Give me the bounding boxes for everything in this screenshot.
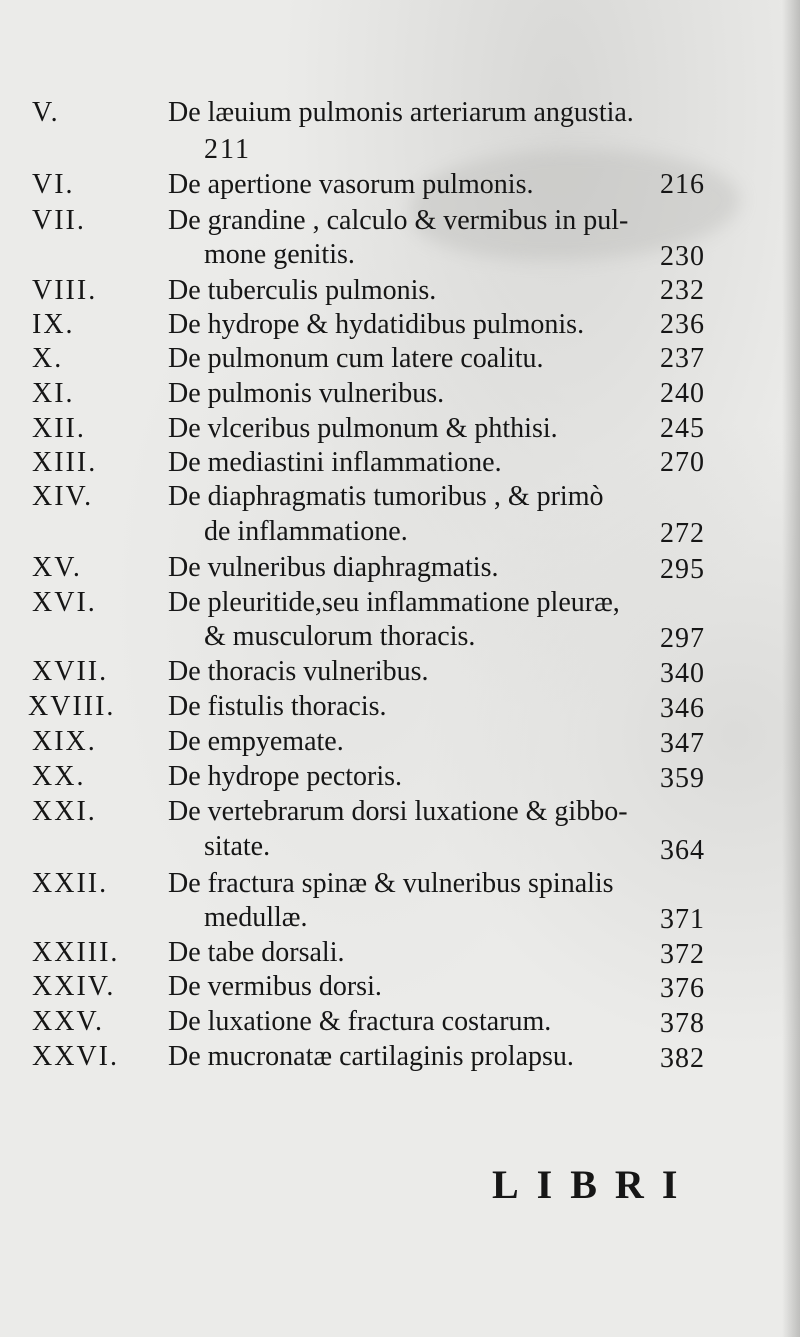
chapter-number: IX. bbox=[32, 309, 75, 340]
page-number: 232 bbox=[660, 275, 705, 306]
chapter-title: De grandine , calculo & vermibus in pul- bbox=[168, 205, 629, 236]
page-number: 297 bbox=[660, 623, 705, 654]
page-number: 240 bbox=[660, 378, 705, 409]
page-number: 347 bbox=[660, 728, 705, 759]
chapter-number: XXIV. bbox=[32, 971, 116, 1002]
chapter-number: XXI. bbox=[32, 796, 97, 827]
page-number: 378 bbox=[660, 1008, 705, 1039]
page-number: 376 bbox=[660, 973, 705, 1004]
chapter-number: XXII. bbox=[32, 868, 109, 899]
page-number: 216 bbox=[660, 169, 705, 200]
page-number: 245 bbox=[660, 413, 705, 444]
chapter-number: XIX. bbox=[32, 726, 97, 757]
page-number: 236 bbox=[660, 309, 705, 340]
chapter-number: VII. bbox=[32, 205, 86, 236]
chapter-title-continuation: medullæ. bbox=[204, 902, 308, 933]
page-number: 237 bbox=[660, 343, 705, 374]
chapter-title: De hydrope pectoris. bbox=[168, 761, 403, 792]
page-number: 371 bbox=[660, 904, 705, 935]
page-number: 295 bbox=[660, 554, 705, 585]
page-number: 340 bbox=[660, 658, 705, 689]
chapter-number: V. bbox=[32, 97, 60, 128]
chapter-number: XIV. bbox=[32, 481, 94, 512]
page-number: 272 bbox=[660, 518, 705, 549]
chapter-title: De fractura spinæ & vulneribus spinalis bbox=[168, 868, 614, 899]
chapter-title: De thoracis vulneribus. bbox=[168, 656, 429, 687]
chapter-title: De hydrope & hydatidibus pulmonis. bbox=[168, 309, 585, 340]
chapter-title-continuation: mone genitis. bbox=[204, 239, 355, 270]
page-number: 270 bbox=[660, 447, 705, 478]
chapter-title: De vermibus dorsi. bbox=[168, 971, 382, 1002]
chapter-title: De pulmonis vulneribus. bbox=[168, 378, 445, 409]
chapter-number: XVIII. bbox=[28, 691, 116, 722]
chapter-title: De mediastini inflammatione. bbox=[168, 447, 502, 478]
chapter-title: De fistulis thoracis. bbox=[168, 691, 387, 722]
chapter-title: De vertebrarum dorsi luxatione & gibbo- bbox=[168, 796, 628, 827]
chapter-number: XXIII. bbox=[32, 937, 120, 968]
chapter-number: XIII. bbox=[32, 447, 98, 478]
page-number: 364 bbox=[660, 835, 705, 866]
chapter-number: XXVI. bbox=[32, 1041, 119, 1072]
page-number: 372 bbox=[660, 939, 705, 970]
chapter-title: De pulmonum cum latere coalitu. bbox=[168, 343, 544, 374]
chapter-number: XX. bbox=[32, 761, 86, 792]
chapter-title-continuation: de inflammatione. bbox=[204, 516, 408, 547]
page-number: 382 bbox=[660, 1043, 705, 1074]
chapter-number: XVI. bbox=[32, 587, 97, 618]
chapter-number: VIII. bbox=[32, 275, 98, 306]
page-number: 359 bbox=[660, 763, 705, 794]
catchword: LIBRI bbox=[492, 1162, 696, 1207]
chapter-number: XVII. bbox=[32, 656, 109, 687]
chapter-number: X. bbox=[32, 343, 64, 374]
page-number: 230 bbox=[660, 241, 705, 272]
chapter-title-continuation: & musculorum thoracis. bbox=[204, 621, 476, 652]
chapter-title: De tuberculis pulmonis. bbox=[168, 275, 437, 306]
chapter-number: VI. bbox=[32, 169, 75, 200]
chapter-number: XI. bbox=[32, 378, 75, 409]
chapter-title: De empyemate. bbox=[168, 726, 344, 757]
chapter-title: De vulneribus diaphragmatis. bbox=[168, 552, 499, 583]
chapter-number: XII. bbox=[32, 413, 86, 444]
chapter-title: De apertione vasorum pulmonis. bbox=[168, 169, 534, 200]
chapter-title: De læuium pulmonis arteriarum angustia. bbox=[168, 97, 634, 128]
chapter-number: XXV. bbox=[32, 1006, 105, 1037]
chapter-title-continuation: sitate. bbox=[204, 831, 271, 862]
page-number: 211 bbox=[204, 134, 251, 165]
chapter-number: XV. bbox=[32, 552, 82, 583]
page-number: 346 bbox=[660, 693, 705, 724]
chapter-title: De pleuritide,seu inflammatione pleuræ, bbox=[168, 587, 620, 618]
chapter-title: De mucronatæ cartilaginis prolapsu. bbox=[168, 1041, 574, 1072]
chapter-title: De luxatione & fractura costarum. bbox=[168, 1006, 552, 1037]
chapter-title: De diaphragmatis tumoribus , & primò bbox=[168, 481, 604, 512]
chapter-title: De tabe dorsali. bbox=[168, 937, 345, 968]
chapter-title: De vlceribus pulmonum & phthisi. bbox=[168, 413, 558, 444]
